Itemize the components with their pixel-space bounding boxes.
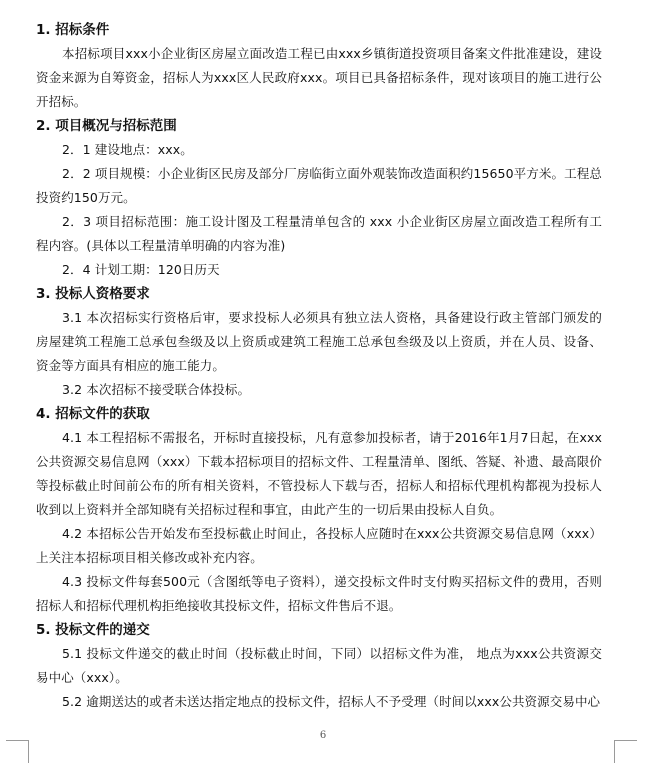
section-heading: 5. 投标文件的递交 (36, 622, 150, 638)
paragraph: 5.2 逾期送达的或者未送达指定地点的投标文件，招标人不予受理（时间以xxx公共资源交易中心 (62, 694, 601, 709)
paragraph: 4.2 本招标公告开始发布至投标截止时间止，各投标人应随时在xxx公共资源交易信息网（xxx）上关注本招标项目相关修改或补充内容。 (36, 526, 602, 565)
section-heading: 2. 项目概况与招标范围 (36, 118, 177, 134)
page-corner-mark-left (6, 740, 29, 763)
document-body (36, 18, 602, 714)
paragraph: 5.1 投标文件递交的截止时间（投标截止时间，下同）以招标文件为准， 地点为xxx公共资源交易中心（xxx）。 (36, 646, 602, 685)
paragraph: 3.2 本次招标不接受联合体投标。 (62, 382, 251, 397)
page-number: 6 (319, 730, 327, 741)
section-heading: 3. 投标人资格要求 (36, 286, 150, 302)
section-heading: 1. 招标条件 (36, 22, 110, 38)
page-corner-mark-right (614, 740, 637, 763)
paragraph: 2．4 计划工期：120日历天 (62, 262, 220, 277)
paragraph: 4.3 投标文件每套500元（含图纸等电子资料），递交投标文件时支付购买招标文件的费用，否则招标人和招标代理机构拒绝接收其投标文件，招标文件售后不退。 (36, 574, 602, 613)
section-heading: 4. 招标文件的获取 (36, 406, 150, 422)
paragraph: 2．1 建设地点：xxx。 (62, 142, 193, 157)
paragraph: 2．3 项目招标范围：施工设计图及工程量清单包含的 xxx 小企业街区房屋立面改造工程所有工程内容。(具体以工程量清单明确的内容为准) (36, 214, 602, 253)
paragraph: 2．2 项目规模：小企业街区民房及部分厂房临街立面外观装饰改造面积约15650平方米。工程总投资约150万元。 (36, 166, 602, 205)
paragraph: 4.1 本工程招标不需报名，开标时直接投标，凡有意参加投标者，请于2016年1月7日起，在xxx公共资源交易信息网（xxx）下载本招标项目的招标文件、工程量清单、图纸、答疑、补遗、最高限价等投标截止时间前公布的所有相关资料，不管投标人下载与否，招标人和招标代理机构都视为投标人收到以上资料并全部知晓有关招标过程和事宜，由此产生的一切后果由投标人自负。 (36, 430, 602, 517)
paragraph: 3.1 本次招标实行资格后审，要求投标人必须具有独立法人资格，具备建设行政主管部门颁发的房屋建筑工程施工总承包叁级及以上资质或建筑工程施工总承包叁级及以上资质，并在人员、设备、资金等方面具有相应的施工能力。 (36, 310, 602, 373)
paragraph: 本招标项目xxx小企业街区房屋立面改造工程已由xxx乡镇街道投资项目备案文件批准建设，建设资金来源为自筹资金，招标人为xxx区人民政府xxx。项目已具备招标条件，现对该项目的施工进行公开招标。 (36, 46, 602, 109)
